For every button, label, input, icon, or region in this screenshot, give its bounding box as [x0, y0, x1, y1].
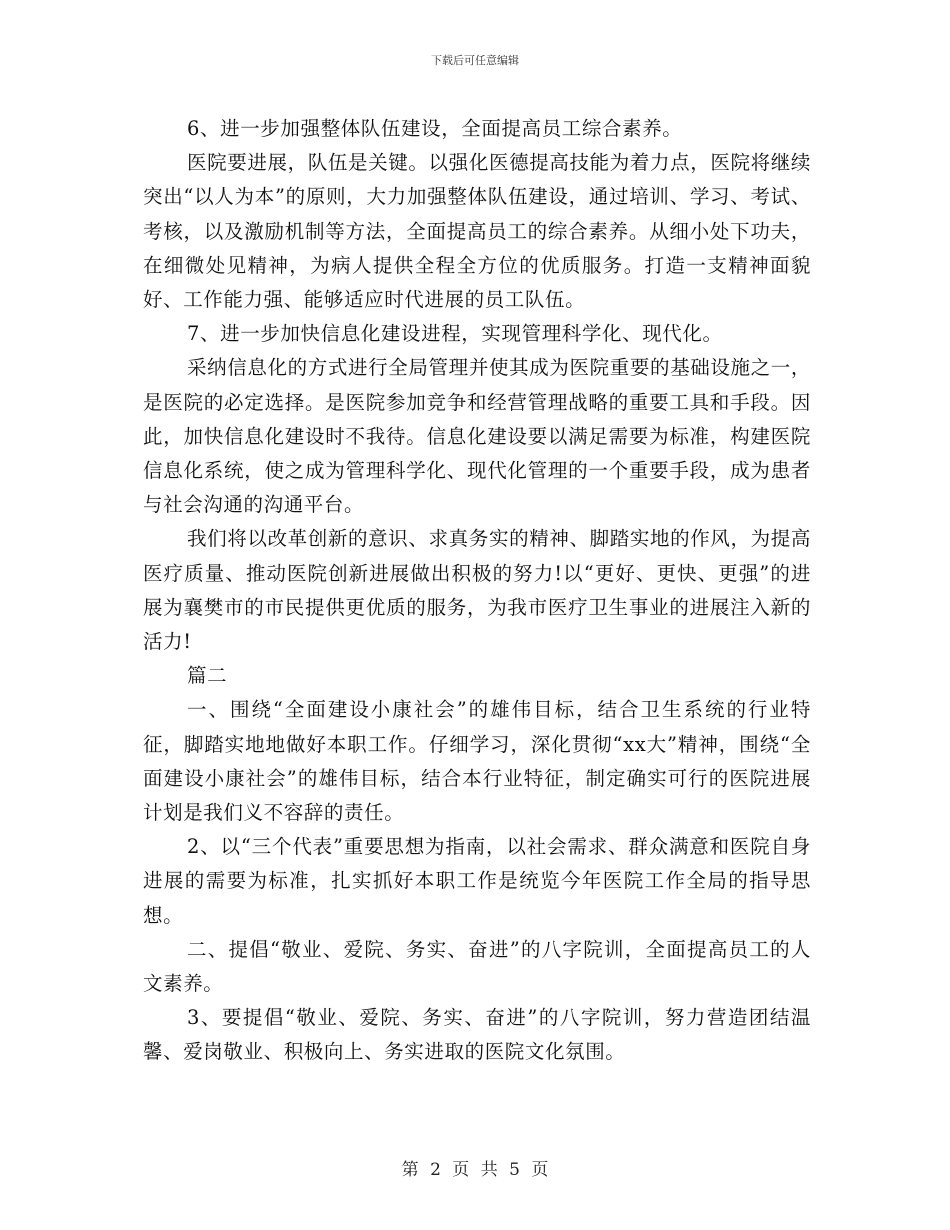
- paragraph-informatization: 采纳信息化的方式进行全局管理并使其成为医院重要的基础设施之一，是医院的必定选择。是医院参加竞争和经营管理战略的重要工具和手段。因此，加快信息化建设时不我待。信息化建设要以满足需要为标准，构建医院信息化系统，使之成为管理科学化、现代化管理的一个重要手段，成为患者与社会沟通的沟通平台。: [143, 356, 811, 517]
- paragraph-item-7-heading: 7、进一步加快信息化建设进程，实现管理科学化、现代化。: [187, 322, 723, 346]
- section-title-part-two: 篇二: [187, 664, 228, 688]
- document-body: [143, 112, 811, 1070]
- page-header: 下载后可任意编辑: [431, 54, 519, 67]
- paragraph-team-building: 医院要进展，队伍是关键。以强化医德提高技能为着力点，医院将继续突出“以人为本”的原则，大力加强整体队伍建设，通过培训、学习、考试、考核，以及激励机制等方法，全面提高员工的综合素养。从细小处下功夫，在细微处见精神，为病人提供全程全方位的优质服务。打造一支精神面貌好、工作能力强、能够适应时代进展的员工队伍。: [143, 151, 811, 312]
- paragraph-item-6-heading: 6、进一步加强整体队伍建设，全面提高员工综合素养。: [187, 117, 683, 140]
- page-footer: 第 2 页 共 5 页: [401, 1160, 549, 1180]
- paragraph-part-two-item-3: 3、要提倡“敬业、爱院、务实、奋进”的八字院训，努力营造团结温馨、爱岗敬业、积极向上、务实进取的医院文化氛围。: [143, 1006, 811, 1064]
- paragraph-part-two-two: 二、提倡“敬业、爱院、务实、奋进”的八字院训，全面提高员工的人文素养。: [143, 937, 811, 996]
- paragraph-conclusion: 我们将以改革创新的意识、求真务实的精神、脚踏实地的作风，为提高医疗质量、推动医院创新进展做出积极的努力!以“更好、更快、更强”的进展为襄樊市的市民提供更优质的服务，为我市医疗卫生事业的进展注入新的活力!: [143, 527, 811, 654]
- paragraph-part-two-one: 一、围绕“全面建设小康社会”的雄伟目标，结合卫生系统的行业特征，脚踏实地地做好本职工作。仔细学习，深化贯彻“xx大”精神，围绕“全面建设小康社会”的雄伟目标，结合本行业特征，制定确实可行的医院进展计划是我们义不容辞的责任。: [143, 698, 811, 825]
- paragraph-part-two-item-2: 2、以“三个代表”重要思想为指南，以社会需求、群众满意和医院自身进展的需要为标准，扎实抓好本职工作是统览今年医院工作全局的指导思想。: [143, 835, 811, 927]
